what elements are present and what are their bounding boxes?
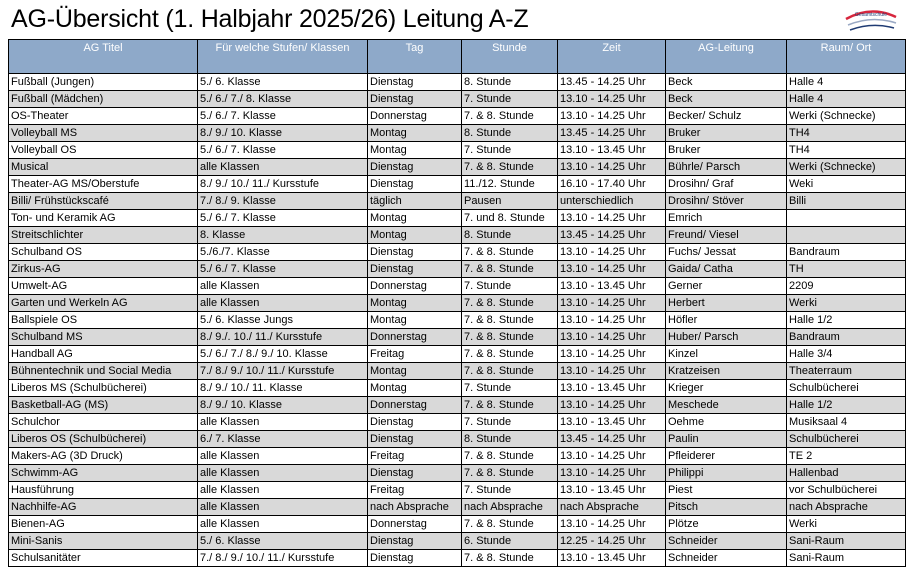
cell-ag-leitung: Schneider	[666, 533, 787, 550]
cell-ag-leitung: Kinzel	[666, 346, 787, 363]
cell-stunde: 7. & 8. Stunde	[462, 397, 558, 414]
cell-raum: Schulbücherei	[787, 431, 906, 448]
cell-ag-titel: Garten und Werkeln AG	[9, 295, 198, 312]
cell-ag-titel: Billi/ Frühstückscafé	[9, 193, 198, 210]
cell-stunde: 7. & 8. Stunde	[462, 159, 558, 176]
cell-tag: Freitag	[368, 346, 462, 363]
cell-ag-titel: Theater-AG MS/Oberstufe	[9, 176, 198, 193]
cell-ag-titel: Schulband OS	[9, 244, 198, 261]
cell-ag-titel: Ton- und Keramik AG	[9, 210, 198, 227]
cell-zeit: 13.10 - 14.25 Uhr	[558, 261, 666, 278]
cell-ag-leitung: Bruker	[666, 125, 787, 142]
table-row	[9, 295, 906, 312]
cell-stunde: Pausen	[462, 193, 558, 210]
cell-raum: Hallenbad	[787, 465, 906, 482]
cell-tag: Dienstag	[368, 465, 462, 482]
cell-stufen: 6./ 7. Klasse	[198, 431, 368, 448]
cell-zeit: 13.10 - 14.25 Uhr	[558, 397, 666, 414]
cell-ag-leitung: Herbert	[666, 295, 787, 312]
cell-zeit: 13.10 - 14.25 Uhr	[558, 363, 666, 380]
cell-stufen: alle Klassen	[198, 295, 368, 312]
cell-zeit: 12.25 - 14.25 Uhr	[558, 533, 666, 550]
table-row	[9, 176, 906, 193]
cell-raum: Halle 1/2	[787, 312, 906, 329]
cell-zeit: 13.10 - 14.25 Uhr	[558, 244, 666, 261]
cell-ag-titel: Hausführung	[9, 482, 198, 499]
header-ag-leitung: AG-Leitung	[666, 40, 787, 74]
cell-tag: Montag	[368, 312, 462, 329]
cell-raum: Sani-Raum	[787, 533, 906, 550]
cell-stunde: 8. Stunde	[462, 74, 558, 91]
cell-ag-leitung: Gerner	[666, 278, 787, 295]
cell-ag-leitung: Höfler	[666, 312, 787, 329]
cell-zeit: 13.10 - 14.25 Uhr	[558, 329, 666, 346]
cell-stunde: 7. & 8. Stunde	[462, 244, 558, 261]
table-row	[9, 414, 906, 431]
cell-stufen: 8./ 9./ 10./ 11./ Kursstufe	[198, 176, 368, 193]
cell-raum: TH	[787, 261, 906, 278]
cell-stunde: 7. & 8. Stunde	[462, 346, 558, 363]
cell-tag: Montag	[368, 227, 462, 244]
ag-table	[8, 39, 906, 567]
cell-tag: Donnerstag	[368, 329, 462, 346]
header-stunde: Stunde	[462, 40, 558, 74]
table-row	[9, 74, 906, 91]
cell-raum: TH4	[787, 142, 906, 159]
cell-raum: Musiksaal 4	[787, 414, 906, 431]
cell-raum: vor Schulbücherei	[787, 482, 906, 499]
table-row	[9, 550, 906, 567]
page-title: AG-Übersicht (1. Halbjahr 2025/26) Leitung A-Z	[11, 5, 529, 33]
cell-stunde: 7. Stunde	[462, 380, 558, 397]
cell-tag: Dienstag	[368, 176, 462, 193]
cell-stunde: 11./12. Stunde	[462, 176, 558, 193]
cell-ag-leitung: Oehme	[666, 414, 787, 431]
cell-ag-leitung: Philippi	[666, 465, 787, 482]
cell-raum	[787, 210, 906, 227]
cell-stufen: 5./ 6./ 7./ 8./ 9./ 10. Klasse	[198, 346, 368, 363]
cell-ag-titel: Liberos OS (Schulbücherei)	[9, 431, 198, 448]
school-logo-icon	[842, 3, 900, 35]
cell-tag: nach Absprache	[368, 499, 462, 516]
cell-ag-leitung: Pfleiderer	[666, 448, 787, 465]
cell-stufen: 5./ 6. Klasse Jungs	[198, 312, 368, 329]
cell-stufen: 8./ 9./ 10./ 11. Klasse	[198, 380, 368, 397]
cell-zeit: 13.10 - 14.25 Uhr	[558, 516, 666, 533]
cell-stunde: 7. Stunde	[462, 414, 558, 431]
cell-stufen: alle Klassen	[198, 414, 368, 431]
table-row	[9, 431, 906, 448]
logo-text: Gesamtschule	[855, 12, 887, 18]
cell-ag-titel: Schulsanitäter	[9, 550, 198, 567]
cell-stufen: alle Klassen	[198, 278, 368, 295]
cell-stufen: 5./ 6./ 7. Klasse	[198, 210, 368, 227]
cell-ag-leitung: Fuchs/ Jessat	[666, 244, 787, 261]
cell-tag: Dienstag	[368, 74, 462, 91]
cell-ag-leitung: Emrich	[666, 210, 787, 227]
cell-stufen: 8./ 9./ 10. Klasse	[198, 397, 368, 414]
cell-ag-leitung: Gaida/ Catha	[666, 261, 787, 278]
cell-ag-titel: Schwimm-AG	[9, 465, 198, 482]
table-row	[9, 448, 906, 465]
cell-stunde: 7. & 8. Stunde	[462, 516, 558, 533]
cell-stunde: 7. Stunde	[462, 278, 558, 295]
cell-zeit: 16.10 - 17.40 Uhr	[558, 176, 666, 193]
cell-raum: Werki (Schnecke)	[787, 108, 906, 125]
cell-ag-titel: Handball AG	[9, 346, 198, 363]
header-stufen: Für welche Stufen/ Klassen	[198, 40, 368, 74]
cell-ag-titel: Musical	[9, 159, 198, 176]
cell-ag-titel: Bühnentechnik und Social Media	[9, 363, 198, 380]
cell-ag-leitung: Piest	[666, 482, 787, 499]
cell-stufen: 8./ 9./ 10. Klasse	[198, 125, 368, 142]
cell-raum: Bandraum	[787, 329, 906, 346]
cell-stufen: 7./ 8./ 9. Klasse	[198, 193, 368, 210]
cell-tag: Donnerstag	[368, 278, 462, 295]
cell-ag-leitung: Freund/ Viesel	[666, 227, 787, 244]
cell-ag-leitung: Beck	[666, 74, 787, 91]
cell-raum: Sani-Raum	[787, 550, 906, 567]
cell-raum	[787, 227, 906, 244]
cell-ag-titel: Umwelt-AG	[9, 278, 198, 295]
cell-zeit: 13.10 - 14.25 Uhr	[558, 295, 666, 312]
cell-tag: Montag	[368, 125, 462, 142]
cell-zeit: nach Absprache	[558, 499, 666, 516]
header-tag: Tag	[368, 40, 462, 74]
cell-ag-leitung: Meschede	[666, 397, 787, 414]
cell-stunde: 8. Stunde	[462, 227, 558, 244]
cell-stunde: 7. & 8. Stunde	[462, 363, 558, 380]
cell-ag-titel: Fußball (Mädchen)	[9, 91, 198, 108]
cell-stunde: 7. & 8. Stunde	[462, 108, 558, 125]
cell-tag: Montag	[368, 295, 462, 312]
cell-ag-titel: Schulband MS	[9, 329, 198, 346]
cell-ag-titel: Zirkus-AG	[9, 261, 198, 278]
cell-ag-titel: Ballspiele OS	[9, 312, 198, 329]
cell-tag: Montag	[368, 380, 462, 397]
cell-stufen: 5./ 6. Klasse	[198, 74, 368, 91]
cell-zeit: 13.10 - 14.25 Uhr	[558, 465, 666, 482]
table-header-row	[9, 40, 906, 74]
header-zeit: Zeit	[558, 40, 666, 74]
cell-raum: Werki	[787, 516, 906, 533]
cell-ag-titel: Mini-Sanis	[9, 533, 198, 550]
cell-ag-titel: Bienen-AG	[9, 516, 198, 533]
cell-stunde: 7. und 8. Stunde	[462, 210, 558, 227]
cell-ag-titel: Volleyball MS	[9, 125, 198, 142]
cell-tag: Dienstag	[368, 244, 462, 261]
cell-ag-leitung: Schneider	[666, 550, 787, 567]
cell-stunde: 7. Stunde	[462, 91, 558, 108]
table-row	[9, 312, 906, 329]
cell-stunde: 6. Stunde	[462, 533, 558, 550]
cell-tag: Donnerstag	[368, 108, 462, 125]
cell-tag: Donnerstag	[368, 516, 462, 533]
cell-ag-leitung: Kratzeisen	[666, 363, 787, 380]
cell-raum: Werki (Schnecke)	[787, 159, 906, 176]
cell-ag-leitung: Drosihn/ Graf	[666, 176, 787, 193]
cell-ag-titel: OS-Theater	[9, 108, 198, 125]
cell-zeit: 13.10 - 14.25 Uhr	[558, 448, 666, 465]
cell-raum: TE 2	[787, 448, 906, 465]
cell-zeit: 13.10 - 14.25 Uhr	[558, 210, 666, 227]
cell-raum: Werki	[787, 295, 906, 312]
cell-tag: Dienstag	[368, 431, 462, 448]
cell-zeit: 13.10 - 13.45 Uhr	[558, 414, 666, 431]
cell-stufen: 8./ 9./. 10./ 11./ Kursstufe	[198, 329, 368, 346]
cell-stunde: nach Absprache	[462, 499, 558, 516]
cell-tag: Montag	[368, 363, 462, 380]
table-row	[9, 516, 906, 533]
cell-tag: Donnerstag	[368, 397, 462, 414]
table-row	[9, 210, 906, 227]
cell-tag: Dienstag	[368, 159, 462, 176]
cell-stufen: alle Klassen	[198, 516, 368, 533]
cell-zeit: 13.45 - 14.25 Uhr	[558, 74, 666, 91]
cell-tag: Dienstag	[368, 91, 462, 108]
cell-stufen: 8. Klasse	[198, 227, 368, 244]
cell-stunde: 7. Stunde	[462, 142, 558, 159]
table-row	[9, 533, 906, 550]
cell-zeit: 13.10 - 13.45 Uhr	[558, 380, 666, 397]
cell-stufen: 5./ 6. Klasse	[198, 533, 368, 550]
cell-ag-leitung: Drosihn/ Stöver	[666, 193, 787, 210]
cell-zeit: 13.10 - 13.45 Uhr	[558, 142, 666, 159]
cell-zeit: 13.10 - 14.25 Uhr	[558, 91, 666, 108]
cell-ag-leitung: Bruker	[666, 142, 787, 159]
table-row	[9, 380, 906, 397]
cell-stufen: 5./ 6./ 7./ 8. Klasse	[198, 91, 368, 108]
cell-tag: Montag	[368, 210, 462, 227]
cell-stunde: 7. & 8. Stunde	[462, 550, 558, 567]
cell-raum: Halle 1/2	[787, 397, 906, 414]
cell-raum: TH4	[787, 125, 906, 142]
table-row	[9, 227, 906, 244]
table-row	[9, 397, 906, 414]
cell-zeit: 13.10 - 14.25 Uhr	[558, 108, 666, 125]
cell-zeit: 13.45 - 14.25 Uhr	[558, 125, 666, 142]
table-row	[9, 278, 906, 295]
cell-stunde: 7. & 8. Stunde	[462, 465, 558, 482]
cell-stufen: 5./ 6./ 7. Klasse	[198, 108, 368, 125]
cell-ag-titel: Nachhilfe-AG	[9, 499, 198, 516]
table-row	[9, 193, 906, 210]
cell-ag-titel: Fußball (Jungen)	[9, 74, 198, 91]
cell-stufen: 5./6./7. Klasse	[198, 244, 368, 261]
cell-stufen: 7./ 8./ 9./ 10./ 11./ Kursstufe	[198, 550, 368, 567]
cell-ag-leitung: Paulin	[666, 431, 787, 448]
table-row	[9, 142, 906, 159]
cell-stunde: 7. & 8. Stunde	[462, 261, 558, 278]
table-row	[9, 91, 906, 108]
cell-ag-leitung: Huber/ Parsch	[666, 329, 787, 346]
cell-ag-titel: Streitschlichter	[9, 227, 198, 244]
cell-stufen: alle Klassen	[198, 448, 368, 465]
cell-tag: täglich	[368, 193, 462, 210]
cell-tag: Dienstag	[368, 414, 462, 431]
cell-zeit: 13.10 - 14.25 Uhr	[558, 346, 666, 363]
cell-zeit: 13.45 - 14.25 Uhr	[558, 431, 666, 448]
cell-stufen: alle Klassen	[198, 499, 368, 516]
cell-tag: Dienstag	[368, 261, 462, 278]
cell-tag: Dienstag	[368, 533, 462, 550]
cell-ag-titel: Liberos MS (Schulbücherei)	[9, 380, 198, 397]
cell-stunde: 7. & 8. Stunde	[462, 312, 558, 329]
cell-stufen: 5./ 6./ 7. Klasse	[198, 142, 368, 159]
table-row	[9, 329, 906, 346]
cell-zeit: 13.10 - 13.45 Uhr	[558, 550, 666, 567]
cell-stunde: 8. Stunde	[462, 125, 558, 142]
cell-ag-titel: Schulchor	[9, 414, 198, 431]
cell-stunde: 7. Stunde	[462, 482, 558, 499]
table-row	[9, 244, 906, 261]
cell-stunde: 8. Stunde	[462, 431, 558, 448]
cell-ag-titel: Makers-AG (3D Druck)	[9, 448, 198, 465]
table-row	[9, 125, 906, 142]
table-row	[9, 499, 906, 516]
cell-raum: Weki	[787, 176, 906, 193]
cell-stufen: alle Klassen	[198, 159, 368, 176]
cell-tag: Dienstag	[368, 550, 462, 567]
table-row	[9, 108, 906, 125]
cell-raum: 2209	[787, 278, 906, 295]
cell-tag: Montag	[368, 142, 462, 159]
cell-raum: Halle 4	[787, 74, 906, 91]
cell-ag-leitung: Becker/ Schulz	[666, 108, 787, 125]
cell-ag-leitung: Beck	[666, 91, 787, 108]
cell-raum: Bandraum	[787, 244, 906, 261]
cell-ag-titel: Volleyball OS	[9, 142, 198, 159]
cell-raum: Schulbücherei	[787, 380, 906, 397]
table-row	[9, 363, 906, 380]
table-row	[9, 482, 906, 499]
cell-zeit: 13.10 - 14.25 Uhr	[558, 159, 666, 176]
school-logo	[842, 3, 900, 35]
cell-zeit: 13.10 - 13.45 Uhr	[558, 482, 666, 499]
cell-stunde: 7. & 8. Stunde	[462, 329, 558, 346]
cell-raum: Theaterraum	[787, 363, 906, 380]
table-row	[9, 346, 906, 363]
cell-stufen: 5./ 6./ 7. Klasse	[198, 261, 368, 278]
cell-ag-titel: Basketball-AG (MS)	[9, 397, 198, 414]
cell-raum: Billi	[787, 193, 906, 210]
cell-ag-leitung: Krieger	[666, 380, 787, 397]
cell-raum: Halle 4	[787, 91, 906, 108]
cell-zeit: 13.45 - 14.25 Uhr	[558, 227, 666, 244]
cell-tag: Freitag	[368, 448, 462, 465]
table-row	[9, 465, 906, 482]
cell-raum: nach Absprache	[787, 499, 906, 516]
header-ag-titel: AG Titel	[9, 40, 198, 74]
table-row	[9, 159, 906, 176]
cell-stunde: 7. & 8. Stunde	[462, 295, 558, 312]
cell-ag-leitung: Plötze	[666, 516, 787, 533]
cell-zeit: 13.10 - 13.45 Uhr	[558, 278, 666, 295]
table-row	[9, 261, 906, 278]
cell-zeit: 13.10 - 14.25 Uhr	[558, 312, 666, 329]
cell-ag-leitung: Bührle/ Parsch	[666, 159, 787, 176]
cell-stunde: 7. & 8. Stunde	[462, 448, 558, 465]
cell-ag-leitung: Pitsch	[666, 499, 787, 516]
cell-tag: Freitag	[368, 482, 462, 499]
cell-stufen: alle Klassen	[198, 465, 368, 482]
cell-zeit: unterschiedlich	[558, 193, 666, 210]
cell-stufen: alle Klassen	[198, 482, 368, 499]
cell-raum: Halle 3/4	[787, 346, 906, 363]
cell-stufen: 7./ 8./ 9./ 10./ 11./ Kursstufe	[198, 363, 368, 380]
header-raum: Raum/ Ort	[787, 40, 906, 74]
